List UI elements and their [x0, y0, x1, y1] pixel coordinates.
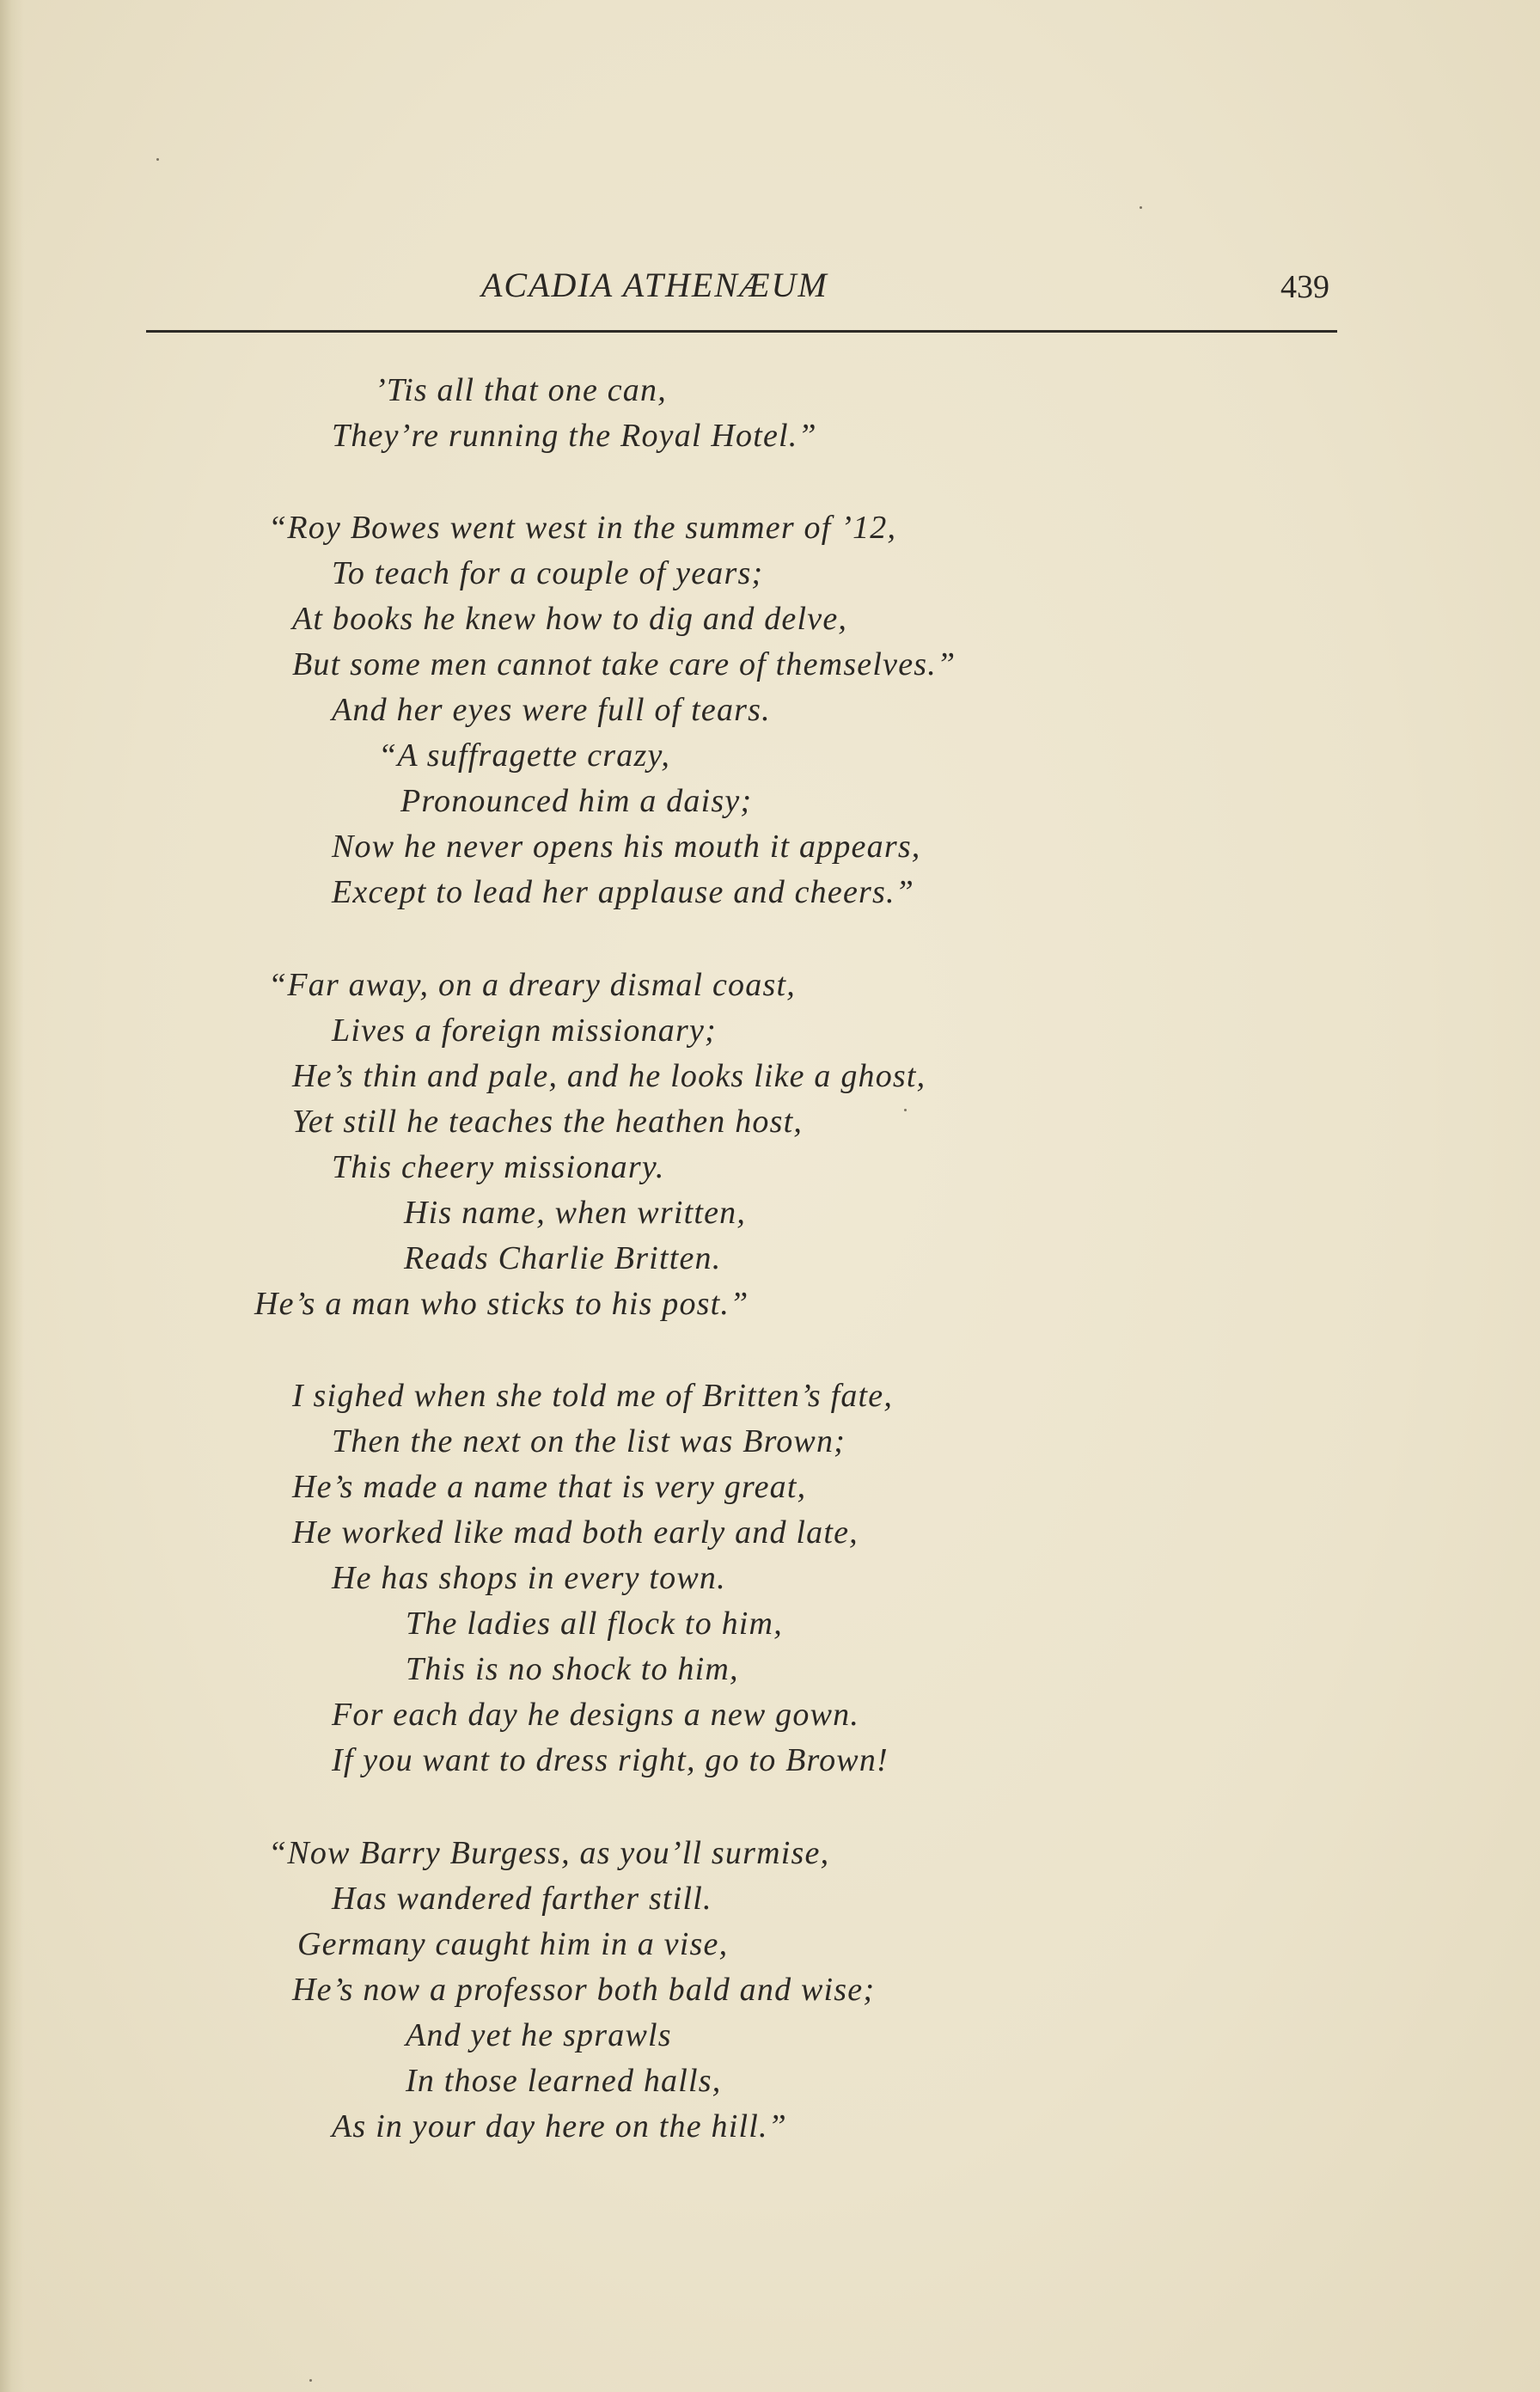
poem-line: He’s now a professor both bald and wise;: [292, 1972, 876, 2008]
poem-line: He’s a man who sticks to his post.”: [254, 1286, 749, 1322]
poem-line: He worked like mad both early and late,: [292, 1514, 859, 1551]
poem-line: His name, when written,: [404, 1195, 747, 1231]
poem-line: Pronounced him a daisy;: [400, 783, 753, 819]
poem-line: And yet he sprawls: [406, 2017, 672, 2053]
binding-shadow: [0, 0, 24, 2392]
poem-line: He’s made a name that is very great,: [292, 1469, 807, 1505]
poem-line: Now he never opens his mouth it appears,: [332, 829, 921, 865]
paper-speck: [156, 158, 159, 161]
poem-line: But some men cannot take care of themselves.”: [292, 646, 956, 682]
header-rule: [146, 330, 1337, 333]
poem-line: I sighed when she told me of Britten’s fate,: [292, 1378, 894, 1414]
paper-speck: [309, 2379, 312, 2382]
running-header-title: ACADIA ATHENÆUM: [481, 266, 828, 304]
poem-line: Then the next on the list was Brown;: [332, 1423, 846, 1459]
paper-speck: [1140, 206, 1142, 209]
poem-line: He’s thin and pale, and he looks like a ghost,: [292, 1058, 926, 1094]
poem-line: Reads Charlie Britten.: [404, 1240, 722, 1276]
poem-line: “Roy Bowes went west in the summer of ’12,: [268, 510, 897, 546]
poem-line: “A suffragette crazy,: [378, 737, 671, 774]
poem-line: This is no shock to him,: [406, 1651, 739, 1687]
poem-line: Lives a foreign missionary;: [332, 1012, 717, 1049]
poem-line: Has wandered farther still.: [332, 1881, 712, 1917]
poem-line: “Far away, on a dreary dismal coast,: [268, 967, 796, 1003]
poem-line: The ladies all flock to him,: [406, 1606, 783, 1642]
poem-line: “Now Barry Burgess, as you’ll surmise,: [268, 1835, 830, 1871]
poem-line: Except to lead her applause and cheers.”: [332, 874, 915, 910]
poem-line: Yet still he teaches the heathen host,: [292, 1104, 804, 1140]
poem-line: This cheery missionary.: [332, 1149, 665, 1185]
page-number: 439: [1280, 269, 1329, 305]
paper-speck: [904, 1109, 907, 1111]
poem-line: ’Tis all that one can,: [375, 372, 667, 408]
poem-line: Germany caught him in a vise,: [297, 1926, 729, 1962]
poem-line: At books he knew how to dig and delve,: [292, 601, 848, 637]
poem-line: And her eyes were full of tears.: [332, 692, 771, 728]
poem-line: If you want to dress right, go to Brown!: [332, 1742, 889, 1778]
poem-line: He has shops in every town.: [332, 1560, 726, 1596]
poem-line: For each day he designs a new gown.: [332, 1697, 860, 1733]
poem-line: In those learned halls,: [406, 2063, 722, 2099]
poem-line: To teach for a couple of years;: [332, 555, 764, 591]
poem-line: As in your day here on the hill.”: [332, 2108, 788, 2144]
poem-line: They’re running the Royal Hotel.”: [332, 418, 817, 454]
